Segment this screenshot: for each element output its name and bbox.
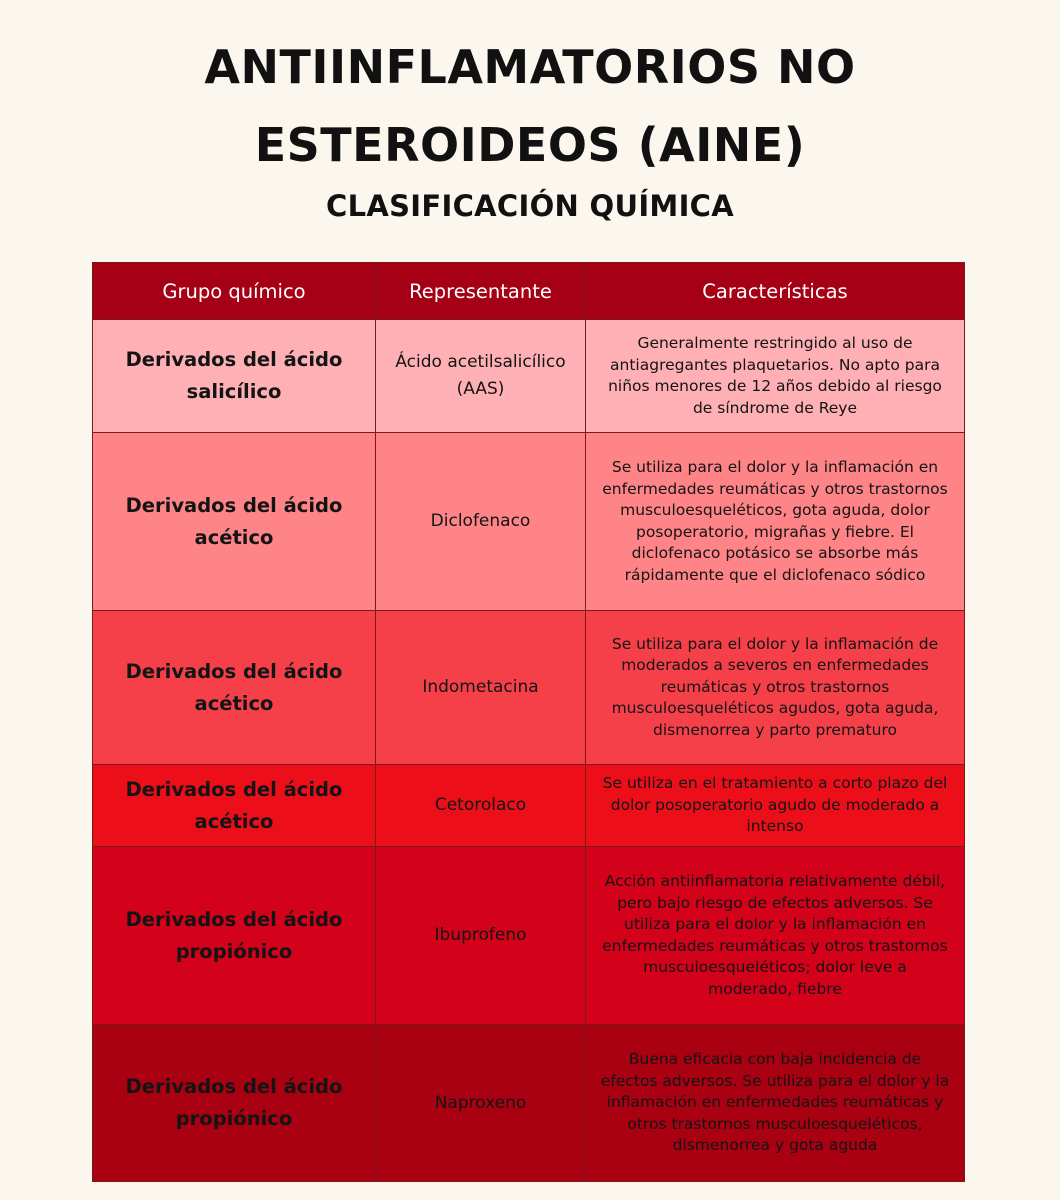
representative-cell: Diclofenaco: [376, 433, 586, 611]
chemical-group-cell: Derivados del ácido propiónico: [93, 847, 376, 1025]
table-row: [93, 847, 965, 1025]
table-header-row: [93, 263, 965, 320]
table-row: [93, 320, 965, 433]
representative-cell: Cetorolaco: [376, 765, 586, 847]
characteristics-cell: Se utiliza para el dolor y la inflamación de moderados a severos en enfermedades reumáticas y otros trastornos musculoesqueléticos agudos, gota aguda, dismenorrea y parto prematuro: [586, 611, 965, 765]
representative-cell: Indometacina: [376, 611, 586, 765]
classification-table: [92, 262, 965, 1182]
page-subtitle: CLASIFICACIÓN QUÍMICA: [326, 189, 734, 223]
column-header-representative: Representante: [376, 263, 586, 320]
table-row: [93, 611, 965, 765]
representative-cell: Ácido acetilsalicílico (AAS): [376, 320, 586, 433]
characteristics-cell: Generalmente restringido al uso de antiagregantes plaquetarios. No apto para niños menores de 12 años debido al riesgo de síndrome de Reye: [586, 320, 965, 433]
column-header-group: Grupo químico: [93, 263, 376, 320]
chemical-group-cell: Derivados del ácido salicílico: [93, 320, 376, 433]
table-row: [93, 433, 965, 611]
page-title-line-1: ANTIINFLAMATORIOS NO: [204, 40, 856, 94]
characteristics-cell: Acción antiinflamatoria relativamente débil, pero bajo riesgo de efectos adversos. Se utiliza para el dolor y la inflamación en enfermedades reumáticas y otros trastornos musculoesqueléticos; dolor leve a moderado, fiebre: [586, 847, 965, 1025]
representative-cell: Naproxeno: [376, 1025, 586, 1182]
chemical-group-cell: Derivados del ácido acético: [93, 433, 376, 611]
column-header-characteristics: Características: [586, 263, 965, 320]
table-row: [93, 765, 965, 847]
chemical-group-cell: Derivados del ácido propiónico: [93, 1025, 376, 1182]
chemical-group-cell: Derivados del ácido acético: [93, 611, 376, 765]
table-row: [93, 1025, 965, 1182]
representative-cell: Ibuprofeno: [376, 847, 586, 1025]
characteristics-cell: Se utiliza en el tratamiento a corto plazo del dolor posoperatorio agudo de moderado a intenso: [586, 765, 965, 847]
chemical-group-cell: Derivados del ácido acético: [93, 765, 376, 847]
characteristics-cell: Se utiliza para el dolor y la inflamación en enfermedades reumáticas y otros trastornos musculoesqueléticos, gota aguda, dolor posoperatorio, migrañas y fiebre. El diclofenaco potásico se absorbe más rápidamente que el diclofenaco sódico: [586, 433, 965, 611]
characteristics-cell: Buena eficacia con baja incidencia de efectos adversos. Se utiliza para el dolor y la inflamación en enfermedades reumáticas y otros trastornos musculoesqueléticos, dismenorrea y gota aguda: [586, 1025, 965, 1182]
page-title-line-2: ESTEROIDEOS (AINE): [254, 118, 806, 172]
